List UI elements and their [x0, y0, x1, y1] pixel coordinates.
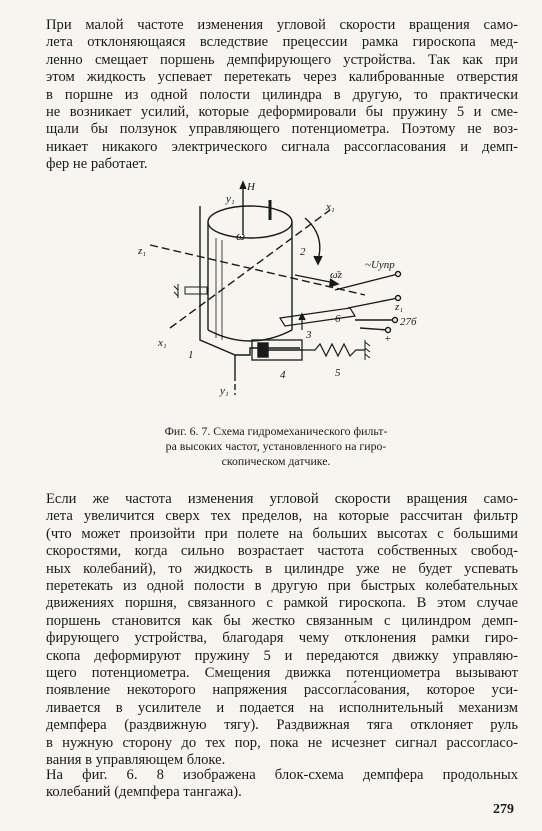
label-4: 4	[280, 369, 286, 381]
text-line: (что может произойти при полете на больших высотах с большими	[46, 525, 518, 542]
label-2: 2	[300, 246, 306, 258]
label-y1-top: y₁	[226, 193, 235, 205]
text-line: На фиг. 6. 8 изображена блок-схема демпфера продольных	[46, 767, 518, 783]
text-line: ливается в усилителе и подается на исполнительный механизм	[46, 699, 518, 716]
label-omega: ω	[236, 228, 246, 243]
text-line: ных колебаний), то жидкость в цилиндре уже не будет успевать	[46, 560, 518, 577]
gyro-filter-diagram	[130, 180, 430, 410]
label-1: 1	[188, 349, 194, 361]
label-omega-z: ω̄z	[330, 269, 343, 281]
spring	[302, 344, 365, 356]
text-line: лета увеличится сверх тех пределов, на которые рассчитан фильтр	[46, 508, 518, 525]
text-line: щали бы ползунок управляющего потенциометра. Поэтому не воз-	[46, 121, 518, 138]
text-line: скопа деформируют пружину 5 и передаются движку управляю-	[46, 647, 518, 664]
label-27b: 27б	[400, 316, 417, 328]
paragraph-2	[46, 491, 518, 770]
gyro-frame	[200, 206, 235, 375]
text-line: лета отклоняющаяся вследствие прецессии рамка гироскопа мед-	[46, 34, 518, 51]
text-line: колебаний (демпфера тангажа).	[46, 784, 242, 801]
label-x1-left: x₁	[158, 337, 167, 349]
paragraph-1	[46, 17, 518, 174]
text-line: в поршне из одной полости цилиндра в другую, то практически	[46, 86, 518, 103]
text-line: появление некоторого напряжения рассогла́сования, которое уси-	[46, 682, 518, 699]
figure-caption	[120, 424, 432, 469]
text-line: фирующего устройства, благодаря чему отклонения рамки гиро-	[46, 630, 518, 647]
text-line: вания в управляющем блоке.	[46, 752, 226, 769]
text-line: поршень становится как бы жестко связанным с цилиндром демп-	[46, 612, 518, 629]
text-line: не возникает усилий, которые деформировали бы пружину 5 и сме-	[46, 104, 518, 121]
text-line: При малой частоте изменения угловой скорости вращения само-	[46, 17, 518, 33]
text-line: в нужную сторону до тех пор, пока не исчезнет сигнал рассогласо-	[46, 734, 518, 751]
label-6: 6	[335, 313, 341, 325]
text-line: щего потенциометра. Смещения движка потенциометра вызывают	[46, 665, 518, 682]
label-z1-left: z₁	[138, 245, 147, 257]
caption-line: ра высоких частот, установленного на гиро-	[165, 439, 387, 453]
label-x1-top: x₁	[326, 201, 335, 213]
text-line: ленно смещает поршень демпфирующего устройства. Так как при	[46, 51, 518, 68]
label-u-upr: ~Uупр	[365, 259, 395, 271]
text-line: никает никакого электрического сигнала рассогласования и демп-	[46, 138, 518, 155]
page-number: 279	[493, 802, 514, 817]
caption-line: Фиг. 6. 7. Схема гидромеханического фильт-	[164, 424, 388, 438]
gyro-top-ellipse	[208, 206, 292, 238]
caption-line: скопическом датчике.	[221, 454, 331, 468]
label-plus: +	[384, 333, 392, 345]
potentiometer	[280, 308, 355, 326]
text-line: демпфера (раздвижную тягу). Раздвижная тяга отклоняет руль	[46, 717, 518, 734]
label-z1-right: z₁	[395, 301, 404, 313]
label-3: 3	[306, 329, 312, 341]
label-H: H	[247, 181, 255, 193]
label-y1-bottom: y₁	[220, 385, 229, 397]
text-line: перетекать из одной полости в другую при быстрых колебательных	[46, 578, 518, 595]
paragraph-3	[46, 767, 518, 802]
label-5: 5	[335, 367, 341, 379]
text-line: фер не работает.	[46, 156, 148, 173]
text-line: движениях поршня, связанного с рамкой гироскопа. В этом случае	[46, 595, 518, 612]
text-line: этом жидкость успевает перетекать через калиброванные отверстия	[46, 69, 518, 86]
text-line: скоростями, когда сильно возрастает частота собственных свобод-	[46, 543, 518, 560]
text-line: Если же частота изменения угловой скорости вращения само-	[46, 491, 518, 507]
